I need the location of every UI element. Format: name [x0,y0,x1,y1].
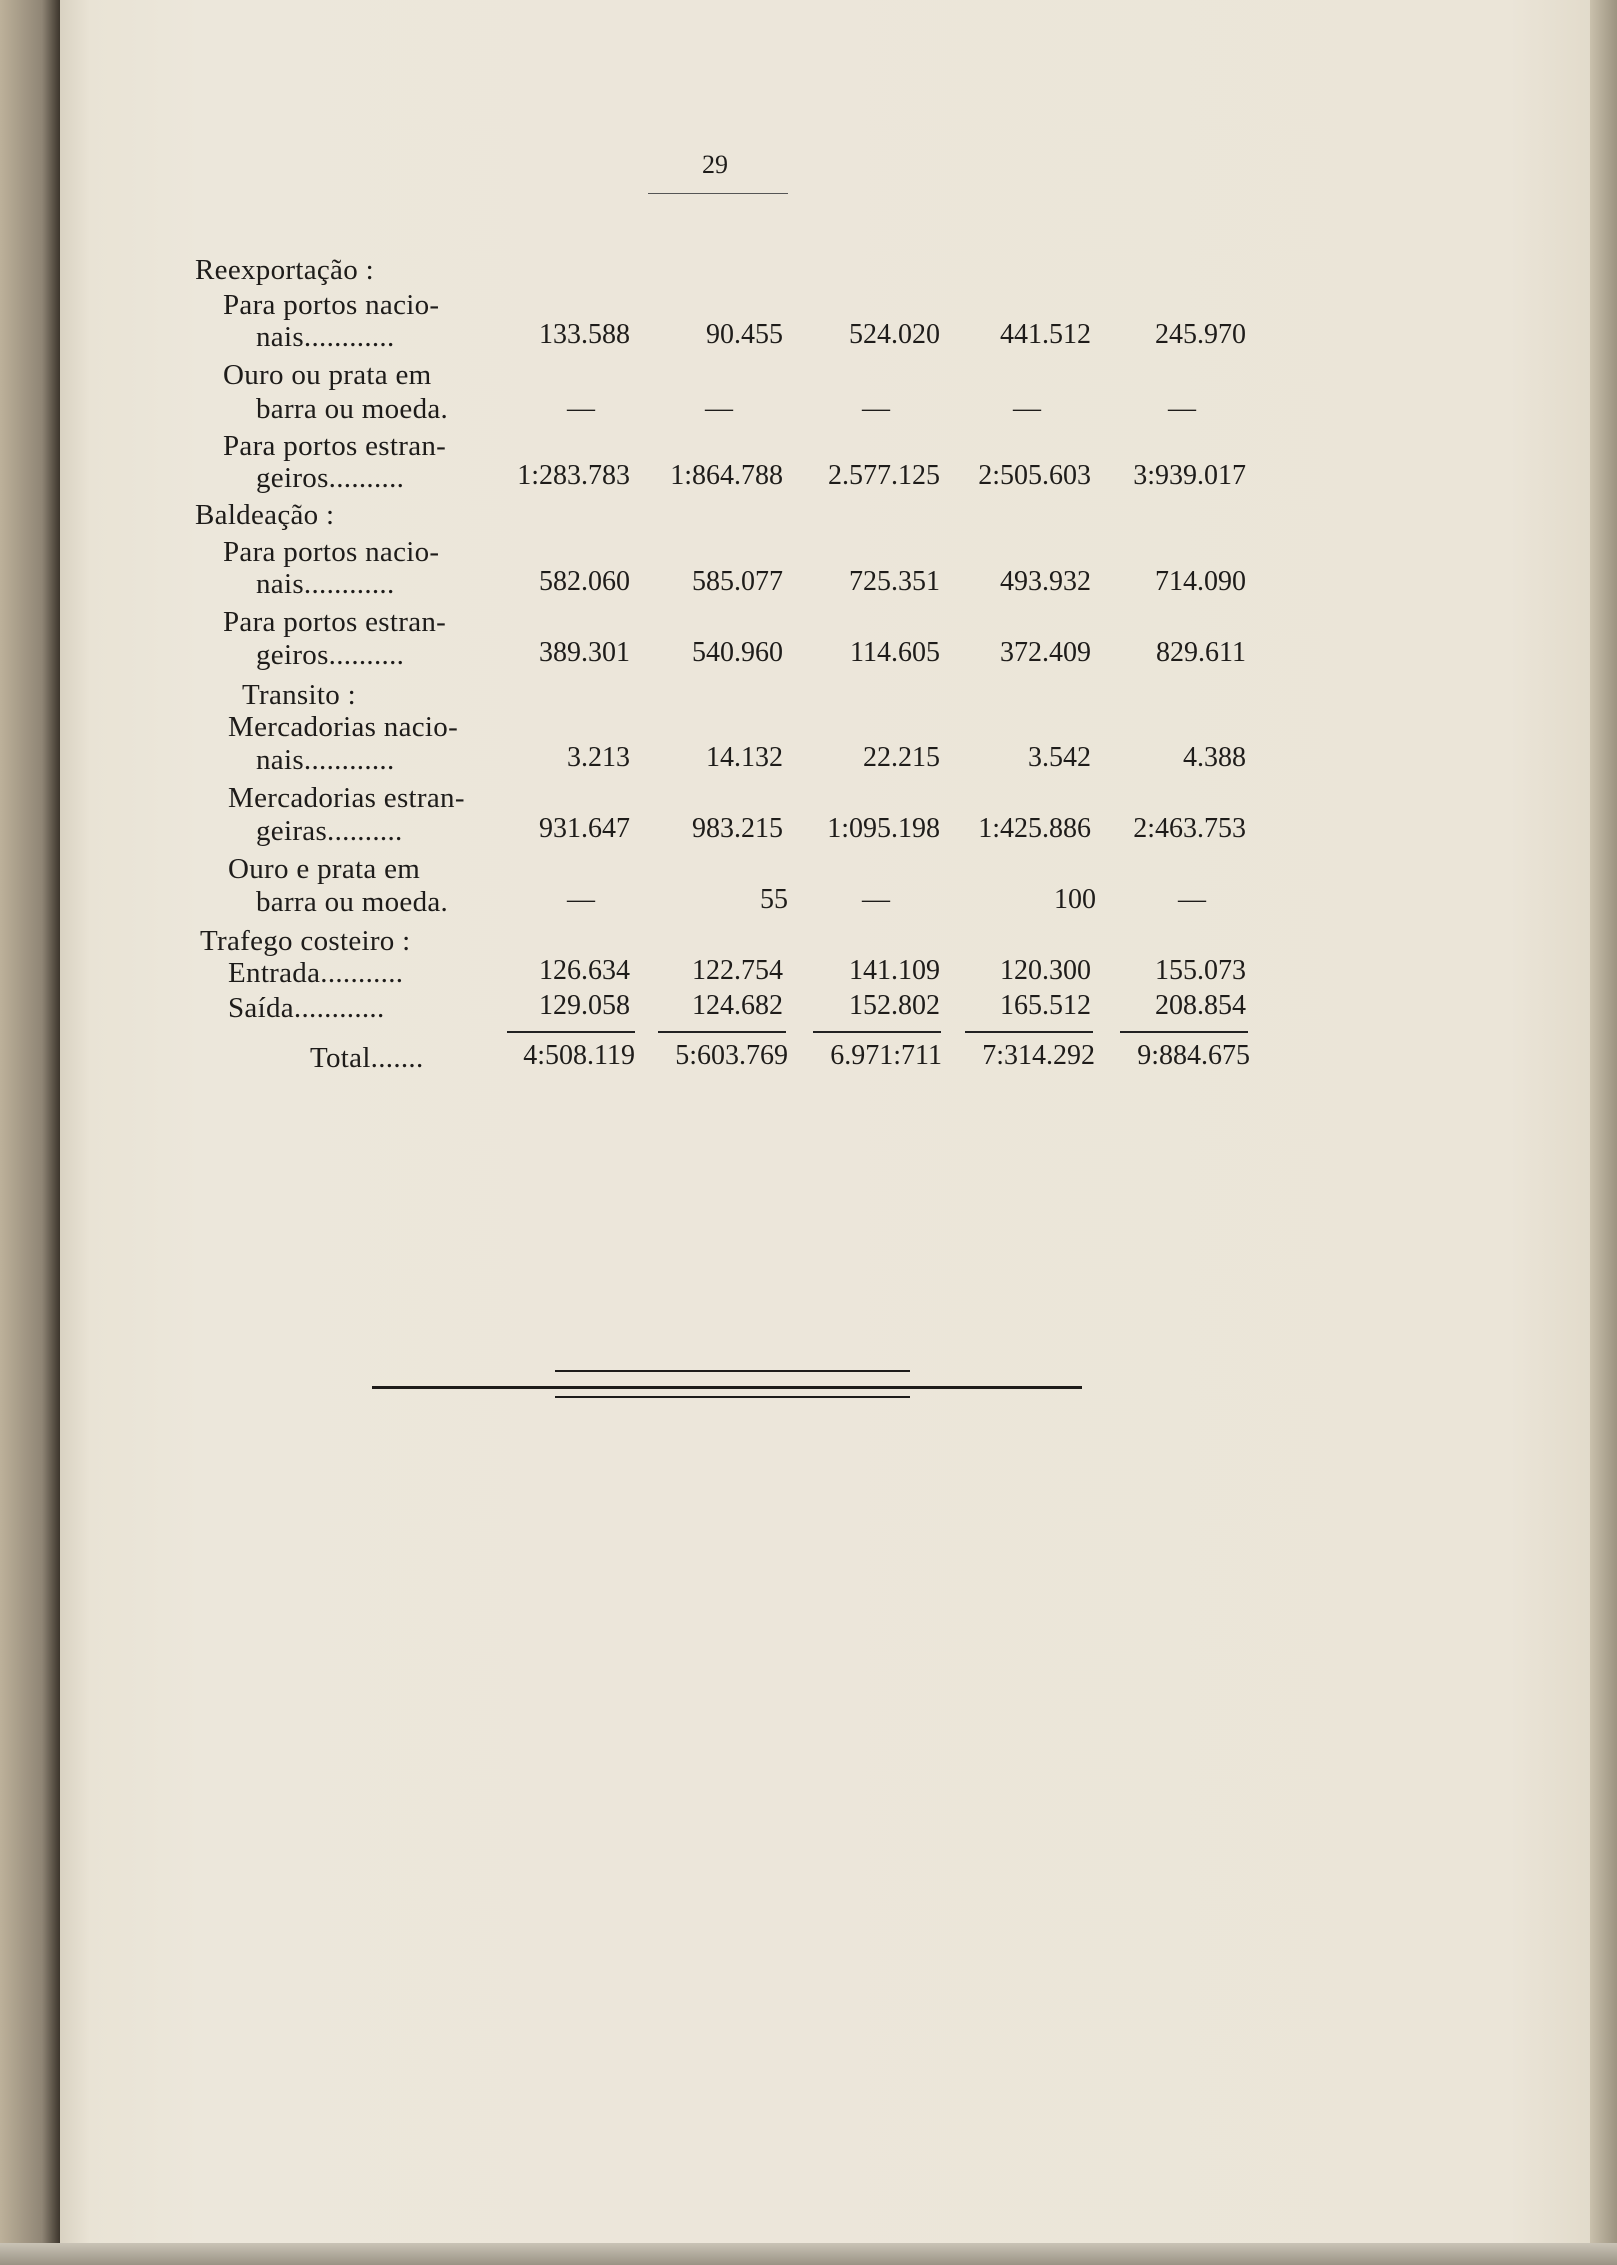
row-label-line2: nais............ [256,321,395,353]
closing-rule-middle [372,1386,1082,1389]
table-cell: 493.932 [1000,566,1091,597]
total-cell: 4:508.119 [523,1040,635,1071]
table-row [0,566,1300,600]
table-cell: 1:864.788 [670,460,783,491]
page-number-rule [648,193,788,194]
table-row [0,319,1300,353]
table-cell: 22.215 [863,742,940,773]
table-cell: 829.611 [1156,637,1246,668]
table-cell: 2:505.603 [978,460,1091,491]
table-cell: 126.634 [539,955,630,986]
table-cell: 585.077 [692,566,783,597]
closing-rule-top [555,1370,910,1372]
table-cell: 983.215 [692,813,783,844]
table-cell: 3.213 [567,742,630,773]
table-cell: — [862,393,890,424]
row-label-line2: nais............ [256,744,395,776]
table-cell: 100 [1054,884,1096,915]
row-label-line1: Mercadorias nacio- [228,711,459,743]
table-cell: — [705,393,733,424]
total-cell: 6.971:711 [830,1040,942,1071]
section-heading-trafego: Trafego costeiro : [200,925,411,957]
table-cell: 90.455 [706,319,783,350]
table-cell: 389.301 [539,637,630,668]
table-row [0,460,1300,494]
row-label-line1: Para portos estran- [223,606,447,638]
table-cell: — [1178,884,1206,915]
table-cell: 441.512 [1000,319,1091,350]
row-label-line1: Para portos estran- [223,430,447,462]
table-cell: — [862,884,890,915]
table-cell: 141.109 [849,955,940,986]
row-label-line1: Para portos nacio- [223,536,440,568]
table-cell: — [567,393,595,424]
sum-rule [813,1031,941,1033]
table-cell: 208.854 [1155,990,1246,1021]
table-row [0,884,1300,918]
table-cell: 14.132 [706,742,783,773]
section-heading-baldeacao: Baldeação : [195,499,335,531]
page-right-edge [1590,0,1617,2265]
page-number: 29 [702,150,728,179]
table-cell: 540.960 [692,637,783,668]
row-label-saida: Saída............ [228,992,385,1024]
row-label-line1: Para portos nacio- [223,289,440,321]
table-row [0,990,1300,1024]
table-row [0,742,1300,776]
total-cell: 7:314.292 [982,1040,1095,1071]
table-cell: 55 [760,884,788,915]
table-cell: 725.351 [849,566,940,597]
row-label-line2: geiros.......... [256,639,405,671]
sum-rule [658,1031,786,1033]
table-row [0,637,1300,671]
sum-rule [965,1031,1093,1033]
row-label-line2: geiras.......... [256,815,403,847]
table-cell: 152.802 [849,990,940,1021]
table-cell: 1:425.886 [978,813,1091,844]
table-cell: 1:283.783 [517,460,630,491]
row-label-line2: barra ou moeda. [256,393,449,425]
table-cell: 931.647 [539,813,630,844]
row-label-line2: geiros.......... [256,462,405,494]
table-cell: 120.300 [1000,955,1091,986]
table-cell: 714.090 [1155,566,1246,597]
table-cell: 4.388 [1183,742,1246,773]
table-cell: 582.060 [539,566,630,597]
total-row [0,1040,1300,1074]
table-cell: 2.577.125 [828,460,940,491]
sum-rule [1120,1031,1248,1033]
table-cell: — [1013,393,1041,424]
section-heading-transito: Transito : [242,679,356,711]
row-label-line2: nais............ [256,568,395,600]
table-row [0,393,1300,427]
table-cell: 122.754 [692,955,783,986]
table-cell: 3:939.017 [1133,460,1246,491]
table-row [0,813,1300,847]
table-cell: 165.512 [1000,990,1091,1021]
table-cell: 524.020 [849,319,940,350]
row-label-line1: Ouro ou prata em [223,359,432,391]
table-cell: 155.073 [1155,955,1246,986]
total-cell: 9:884.675 [1137,1040,1250,1071]
sum-rule [507,1031,635,1033]
closing-rule-bottom [555,1396,910,1398]
table-cell: 3.542 [1028,742,1091,773]
table-cell: 1:095.198 [827,813,940,844]
section-heading-reexportacao: Reexportação : [195,254,374,286]
table-row [0,955,1300,989]
row-label-entrada: Entrada........... [228,957,404,989]
table-cell: 372.409 [1000,637,1091,668]
page-bottom-edge [0,2243,1617,2265]
table-cell: 133.588 [539,319,630,350]
table-cell: 2:463.753 [1133,813,1246,844]
table-cell: — [567,884,595,915]
row-label-line1: Mercadorias estran- [228,782,465,814]
total-label: Total....... [310,1042,424,1074]
table-cell: 245.970 [1155,319,1246,350]
row-label-line2: barra ou moeda. [256,886,449,918]
row-label-line1: Ouro e prata em [228,853,421,885]
table-cell: 114.605 [850,637,940,668]
table-cell: 124.682 [692,990,783,1021]
table-cell: — [1168,393,1196,424]
total-cell: 5:603.769 [675,1040,788,1071]
table-cell: 129.058 [539,990,630,1021]
